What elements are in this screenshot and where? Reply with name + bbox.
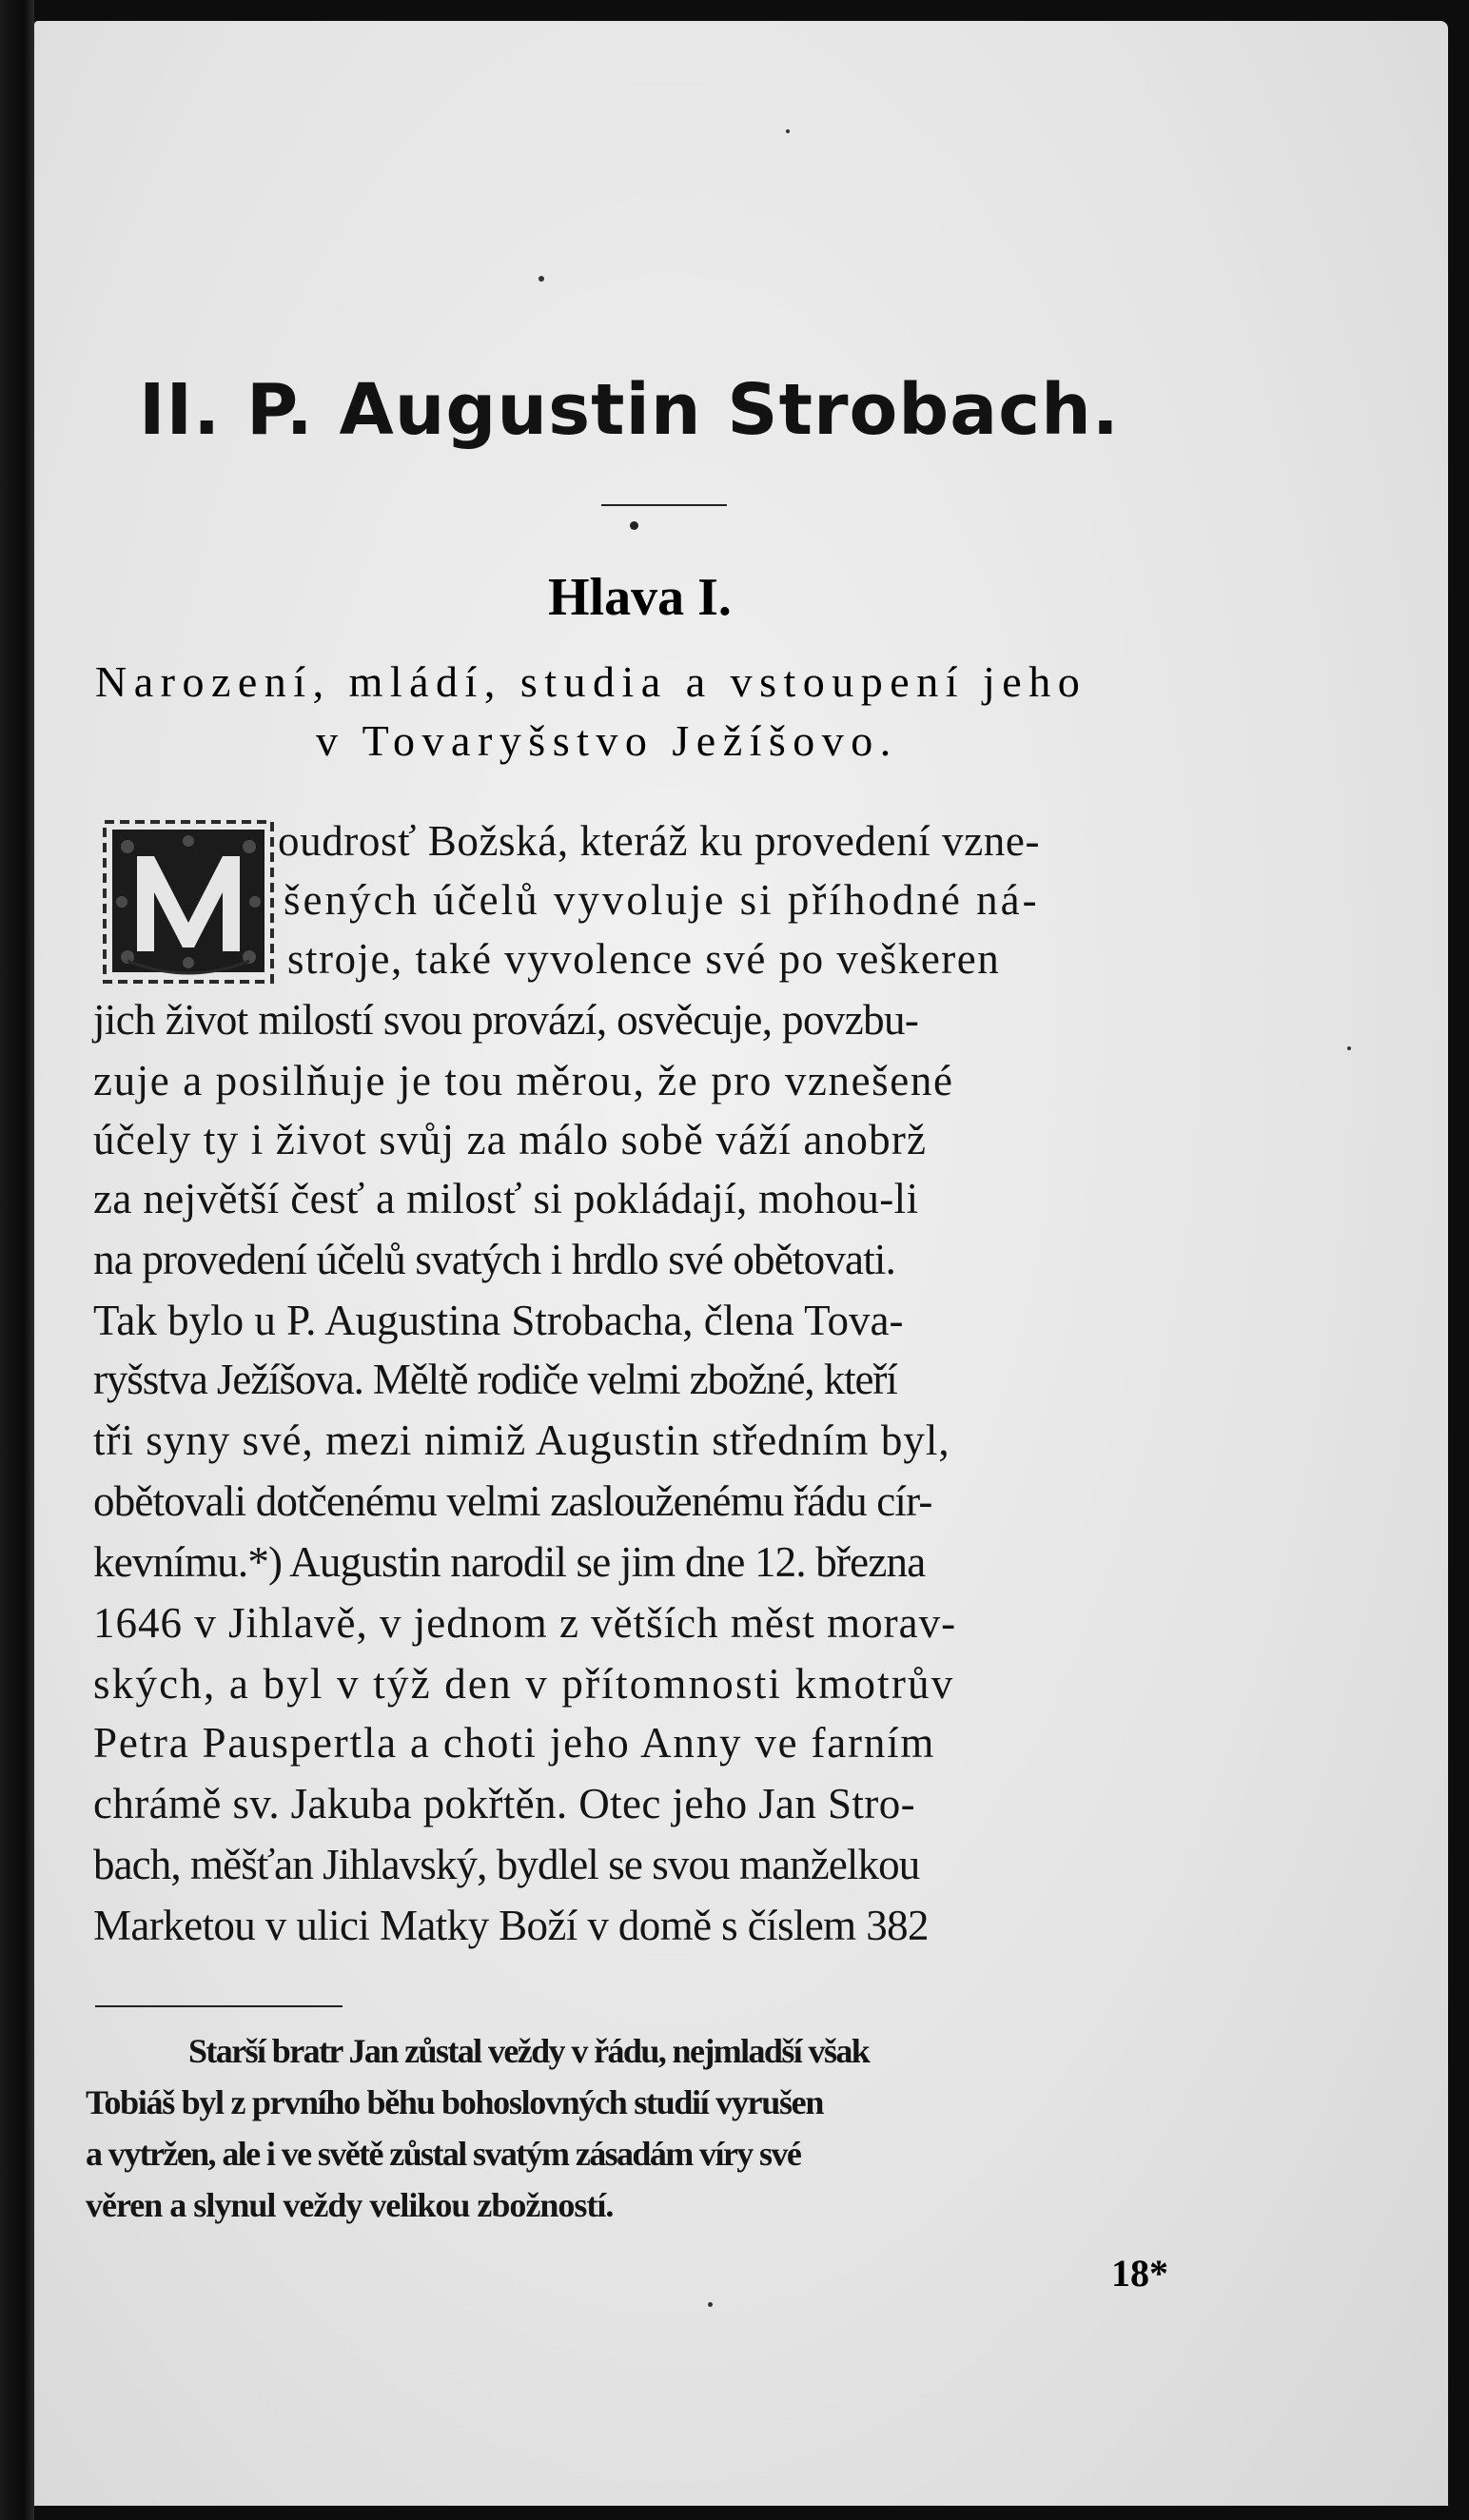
body-line: oudrosť Božská, kteráž ku provedení vzne- (278, 817, 1041, 865)
body-line: stroje, také vyvolence své po veškeren (287, 935, 1001, 983)
footnote-divider (95, 2005, 343, 2007)
chapter-title: II. P. Augustin Strobach. (139, 369, 1120, 451)
body-line: bach, měšťan Jihlavský, bydlel se svou manželkou (93, 1841, 920, 1888)
book-spine-edge (0, 0, 34, 2520)
body-line: Petra Pauspertla a choti jeho Anny ve farním (93, 1719, 936, 1767)
body-line: za největší česť a milosť si pokládají, mohou-li (93, 1175, 919, 1222)
body-line: zuje a posilňuje je tou měrou, že pro vznešené (93, 1057, 954, 1104)
chapter-heading: Hlava I. (548, 568, 732, 627)
page-number: 18* (1111, 2252, 1168, 2295)
title-ornament-dot (630, 521, 638, 530)
title-divider (601, 504, 727, 506)
print-speck (1347, 1046, 1351, 1050)
body-line: 1646 v Jihlavě, v jednom z větších měst morav- (93, 1599, 957, 1647)
footnote-line: Starší bratr Jan zůstal veždy v řádu, nejmladší však (188, 2032, 870, 2070)
chapter-subtitle-line-1: Narození, mládí, studia a vstoupení jeho (95, 657, 1087, 706)
body-line: kevnímu.*) Augustin narodil se jim dne 12. března (93, 1538, 926, 1586)
body-line: Tak bylo u P. Augustina Strobacha, člena Tova- (93, 1297, 904, 1344)
footnote-line: a vytržen, ale i ve světě zůstal svatým zásadám víry své (86, 2135, 801, 2173)
footnote-line: Tobiáš byl z prvního běhu bohoslovných studií vyrušen (86, 2083, 824, 2121)
ornamental-initial-icon (99, 818, 276, 986)
body-line: Marketou v ulici Matky Boží v domě s číslem 382 (93, 1902, 929, 1949)
body-line: ských, a byl v týž den v přítomnosti kmotrův (93, 1660, 955, 1708)
body-line: tři syny své, mezi nimiž Augustin středním byl, (93, 1416, 950, 1464)
body-line: šených účelů vyvoluje si příhodné ná- (284, 876, 1040, 924)
body-line: na provedení účelů svatých i hrdlo své obětovati. (93, 1236, 896, 1283)
footnote-line: věren a slynul veždy velikou zbožností. (86, 2186, 614, 2224)
body-line: účely ty i život svůj za málo sobě váží anobrž (93, 1116, 928, 1163)
body-line: obětovali dotčenému velmi zaslouženému řádu cír- (93, 1477, 932, 1525)
print-speck (539, 276, 544, 282)
body-line: chrámě sv. Jakuba pokřtěn. Otec jeho Jan Stro- (93, 1780, 915, 1827)
print-speck (708, 2302, 713, 2307)
chapter-subtitle-line-2: v Tovaryšstvo Ježíšovo. (316, 716, 898, 765)
print-speck (786, 129, 790, 133)
body-line: ryšstva Ježíšova. Měltě rodiče velmi zbožné, kteří (93, 1356, 897, 1403)
body-line: jich život milostí svou provází, osvěcuje, povzbu- (93, 996, 919, 1044)
